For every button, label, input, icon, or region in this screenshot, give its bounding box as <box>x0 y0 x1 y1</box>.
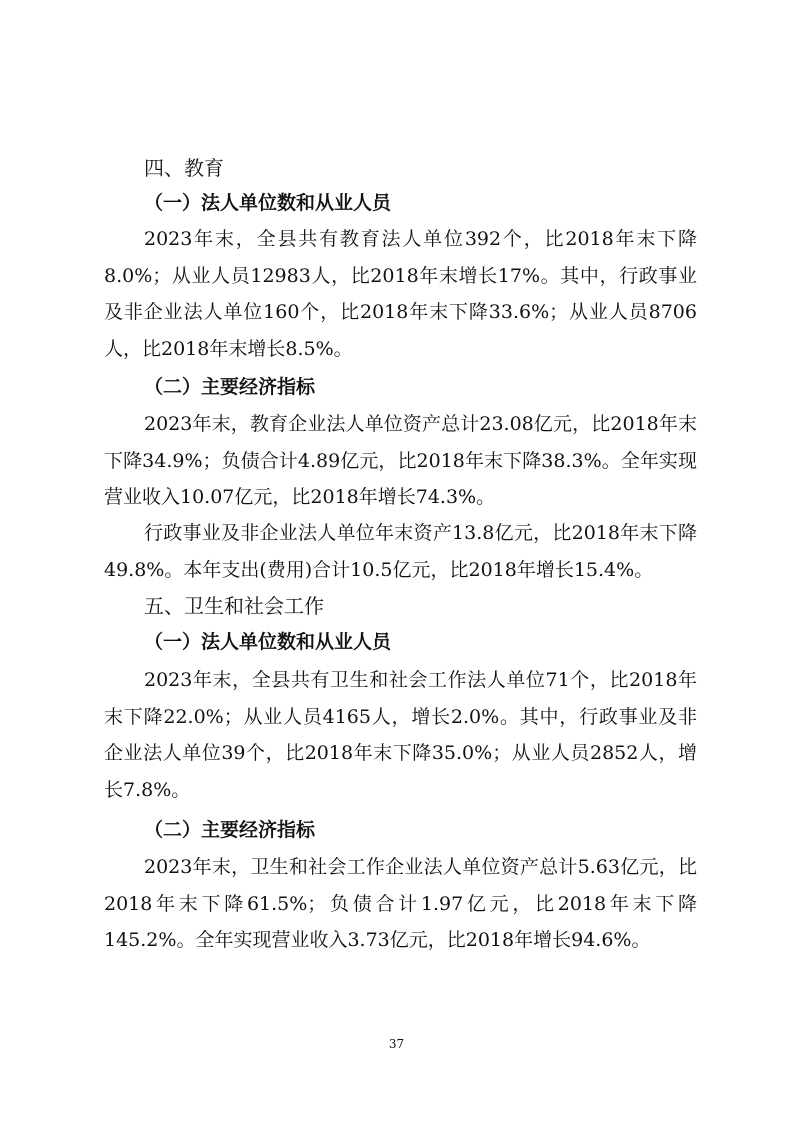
page-number: 37 <box>388 1037 405 1051</box>
paragraph-education-economy: 2023年末，教育企业法人单位资产总计23.08亿元，比2018年末下降34.9%；负债合计4.89亿元，比2018年末下降38.3%。全年实现营业收入10.07亿元，比2018年增长74.3%。 <box>104 413 697 508</box>
subsection-title-education-units: （一）法人单位数和从业人员 <box>144 192 392 214</box>
paragraph-education-units: 2023年末，全县共有教育法人单位392个，比2018年末下降8.0%；从业人员12983人，比2018年末增长17%。其中，行政事业及非企业法人单位160个，比2018年末下降33.6%；从业人员8706人，比2018年末增长8.5%。 <box>104 228 697 360</box>
paragraph-education-nonenterprise: 行政事业及非企业法人单位年末资产13.8亿元，比2018年末下降49.8%。本年支出(费用)合计10.5亿元，比2018年增长15.4%。 <box>104 522 697 581</box>
subsection-title-health-units: （一）法人单位数和从业人员 <box>144 631 392 653</box>
subsection-title-education-economy: （二）主要经济指标 <box>144 376 316 398</box>
paragraph-health-units: 2023年末，全县共有卫生和社会工作法人单位71个，比2018年末下降22.0%；从业人员4165人，增长2.0%。其中，行政事业及非企业法人单位39个，比2018年末下降35.0%；从业人员2852人，增长7.8%。 <box>104 669 697 801</box>
paragraph-health-economy: 2023年末，卫生和社会工作企业法人单位资产总计5.63亿元，比2018年末下降61.5%；负债合计1.97亿元，比2018年末下降145.2%。全年实现营业收入3.73亿元，比2018年增长94.6%。 <box>104 856 697 951</box>
section-title-education: 四、教育 <box>144 156 224 180</box>
section-title-health: 五、卫生和社会工作 <box>144 594 324 618</box>
subsection-title-health-economy: （二）主要经济指标 <box>144 819 316 841</box>
